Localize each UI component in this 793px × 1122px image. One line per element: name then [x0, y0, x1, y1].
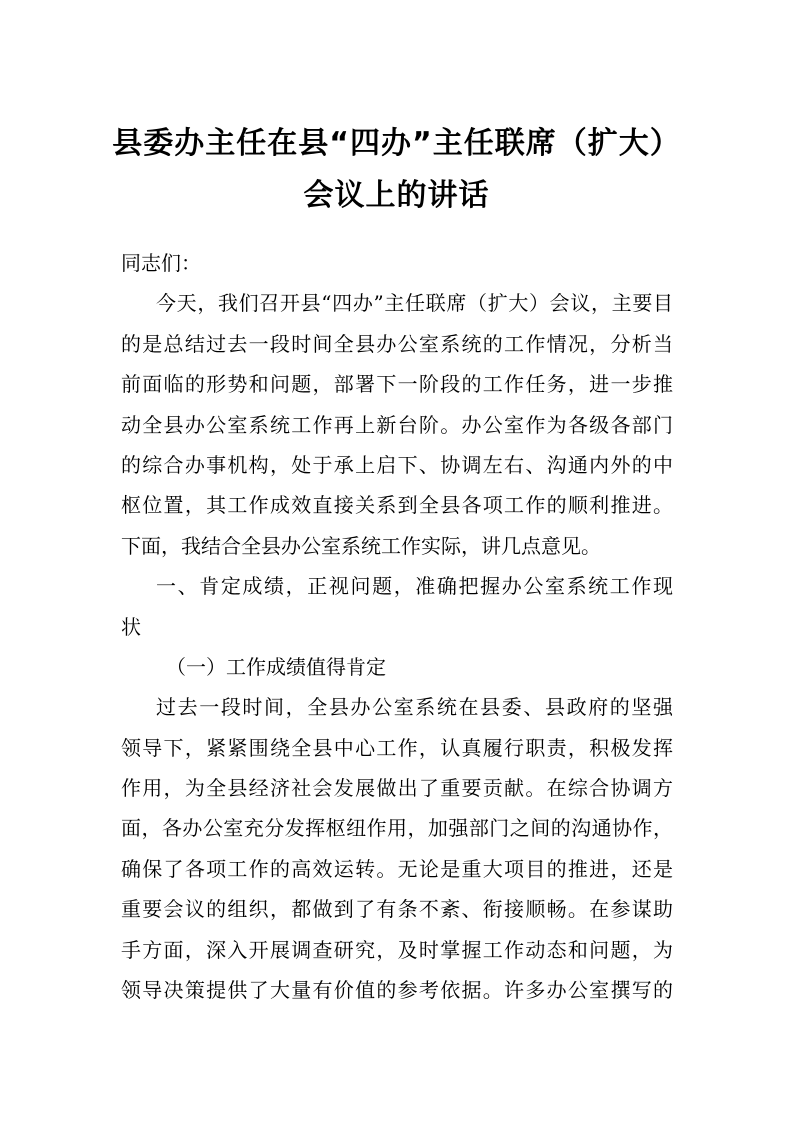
text-line: 确保了各项工作的高效运转。无论是重大项目的推进，还是: [121, 856, 673, 881]
text-line: 领导下，紧紧围绕全县中心工作，认真履行职责，积极发挥: [121, 735, 673, 760]
text-line: 状: [121, 614, 141, 639]
salutation: 同志们：: [121, 251, 201, 275]
text-line: 过去一段时间，全县办公室系统在县委、县政府的坚强: [156, 695, 673, 720]
text-line: 领导决策提供了大量有价值的参考依据。许多办公室撰写的: [121, 978, 673, 1003]
text-line: 的是总结过去一段时间全县办公室系统的工作情况，分析当: [121, 331, 673, 356]
paragraph-achievements: [121, 687, 673, 1010]
text-line: 手方面，深入开展调查研究，及时掌握工作动态和问题，为: [121, 937, 673, 962]
text-line: 重要会议的组织，都做到了有条不紊、衔接顺畅。在参谋助: [121, 897, 673, 922]
section-heading-1: [121, 566, 673, 647]
paragraph-intro: [121, 283, 673, 566]
text-line: 一、肯定成绩，正视问题，准确把握办公室系统工作现: [156, 574, 673, 599]
text-line: 枢位置，其工作成效直接关系到全县各项工作的顺利推进。: [121, 493, 673, 518]
text-line: 面，各办公室充分发挥枢纽作用，加强部门之间的沟通协作，: [121, 816, 673, 841]
document-body: [121, 243, 673, 1010]
document-title-line-2: 会议上的讲话: [303, 178, 490, 213]
text-line: 今天，我们召开县“四办”主任联席（扩大）会议，主要目: [156, 291, 673, 316]
document-title-line-1: 县委办主任在县“四办”主任联席（扩大）: [112, 126, 681, 161]
text-line: 下面，我结合全县办公室系统工作实际，讲几点意见。: [121, 533, 601, 558]
text-line: 动全县办公室系统工作再上新台阶。办公室作为各级各部门: [121, 412, 673, 437]
text-line: 作用，为全县经济社会发展做出了重要贡献。在综合协调方: [121, 776, 673, 801]
text-line: 的综合办事机构，处于承上启下、协调左右、沟通内外的中: [121, 452, 673, 477]
text-line: 前面临的形势和问题，部署下一阶段的工作任务，进一步推: [121, 372, 673, 397]
subsection-heading-1: （一）工作成绩值得肯定: [166, 654, 386, 679]
